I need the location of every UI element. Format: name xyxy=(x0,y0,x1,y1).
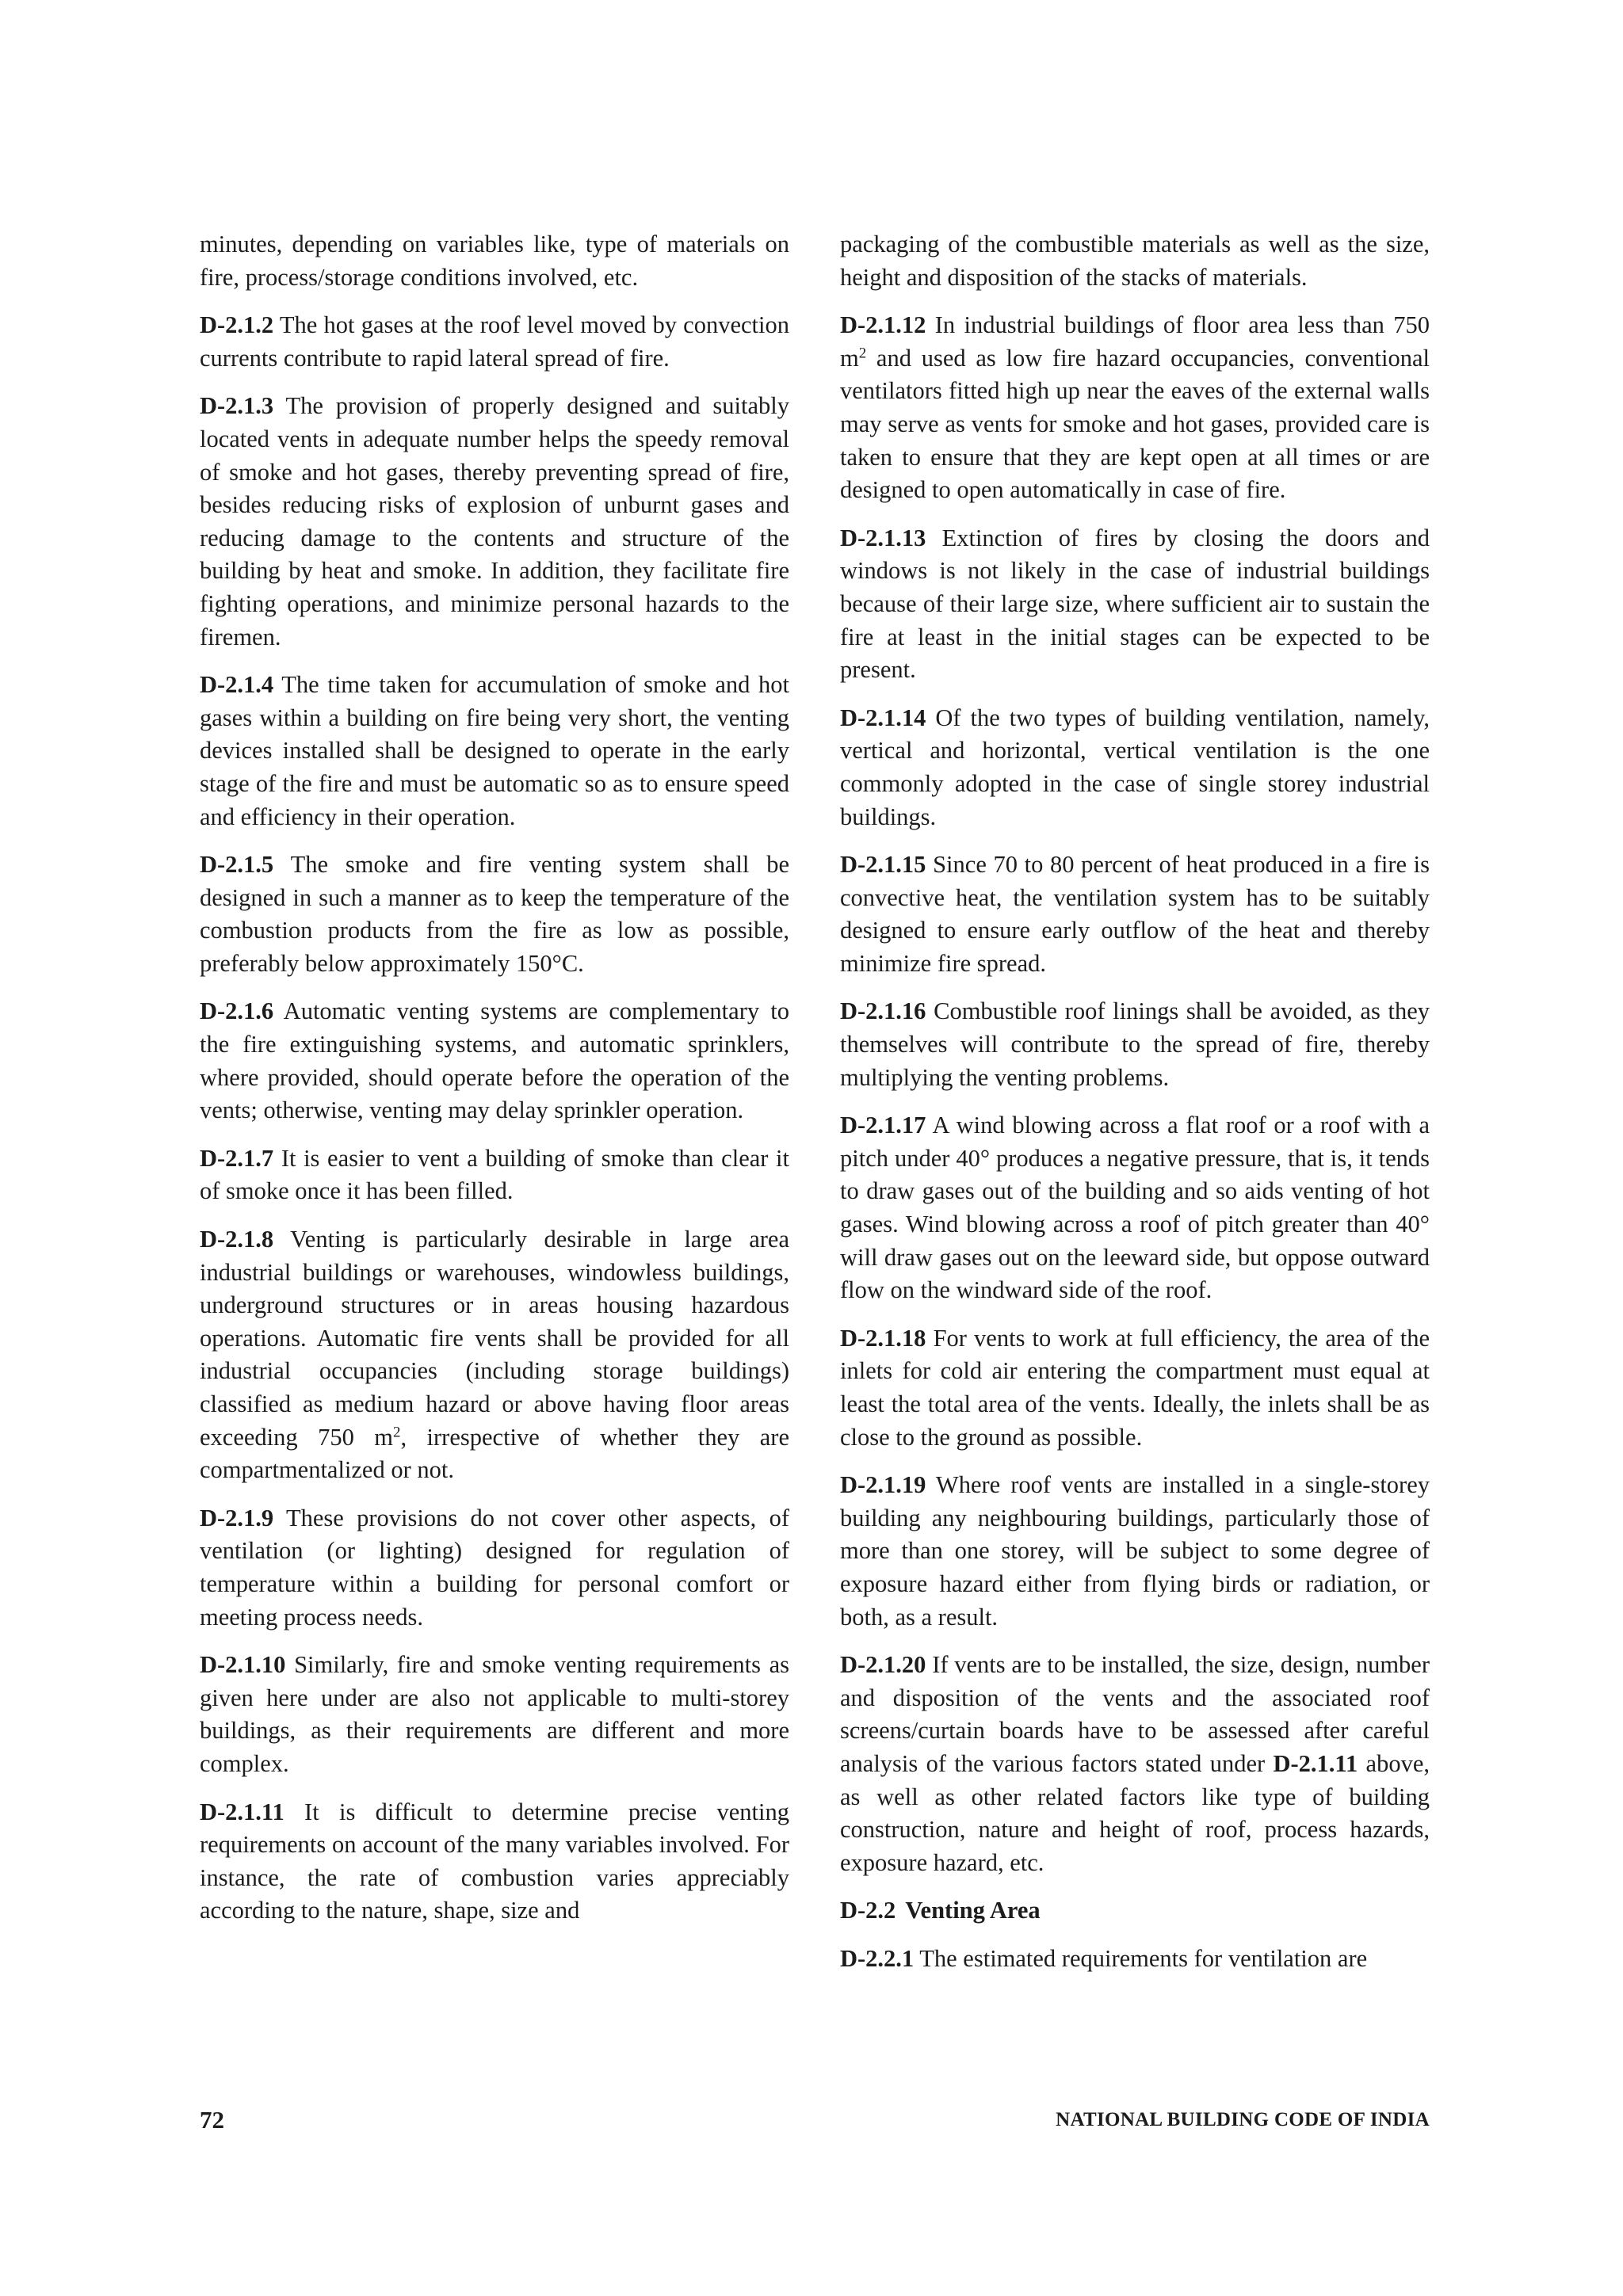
running-footer-title: NATIONAL BUILDING CODE OF INDIA xyxy=(1056,2109,1430,2130)
paragraph-d-2-1-6 xyxy=(200,995,789,1127)
left-column xyxy=(200,228,789,1943)
paragraph-text: minutes, depending on variables like, type of materials on fire, process/storage conditions involved, etc. xyxy=(200,231,789,291)
paragraph-d-2-1-17 xyxy=(840,1109,1430,1307)
clause-number: D-2.1.4 xyxy=(200,671,274,699)
paragraph-text: Where roof vents are installed in a single-storey building any neighbouring buildings, particularly those of more than one storey, will be subject to some degree of exposure hazard either from flying birds or radiation, or both, as a result. xyxy=(840,1471,1430,1630)
paragraph-d-2-1-3 xyxy=(200,390,789,654)
paragraph-text: For vents to work at full efficiency, the area of the inlets for cold air entering the compartment must equal at least the total area of the vents. Ideally, the inlets shall be as close to the ground as possible. xyxy=(840,1324,1430,1451)
paragraph-text: Since 70 to 80 percent of heat produced in a fire is convective heat, the ventilation system has to be suitably designed to ensure early outflow of the heat and thereby minimize fire spread. xyxy=(840,851,1430,977)
paragraph-text: above, as well as other related factors like type of building construction, nature and height of roof, process hazards, exposure hazard, etc. xyxy=(840,1749,1430,1876)
paragraph-d-2-1-13 xyxy=(840,522,1430,687)
clause-number: D-2.1.10 xyxy=(200,1651,286,1679)
paragraph-text: If vents are to be installed, the size, design, number and disposition of the vents and the associated roof screens/curtain boards have to be assessed after careful analysis of the various factors stated under xyxy=(840,1651,1430,1777)
paragraph-text: Combustible roof linings shall be avoided, as they themselves will contribute to the spread of fire, thereby multiplying the venting problems. xyxy=(840,997,1430,1091)
paragraph-text: Extinction of fires by closing the doors and windows is not likely in the case of industrial buildings because of their large size, where sufficient air to sustain the fire at least in the initial stages can be expected to be present. xyxy=(840,524,1430,684)
paragraph-text: Similarly, fire and smoke venting requirements as given here under are also not applicable to multi-storey buildings, as their requirements are different and more complex. xyxy=(200,1651,790,1777)
clause-number: D-2.1.15 xyxy=(840,851,926,879)
paragraph-d-2-1-2 xyxy=(200,309,789,375)
paragraph-d-2-1-11 xyxy=(200,1796,789,1928)
clause-number: D-2.1.16 xyxy=(840,997,926,1025)
paragraph-text: The estimated requirements for ventilation are xyxy=(919,1944,1368,1972)
superscript: 2 xyxy=(858,345,867,362)
clause-number: D-2.1.8 xyxy=(200,1226,274,1253)
clause-number: D-2.1.20 xyxy=(840,1651,926,1679)
paragraph-text: Venting is particularly desirable in large area industrial buildings or warehouses, windowless buildings, underground structures or in areas housing hazardous operations. Automatic fire vents shall be provided for all industrial occupancies (including storage buildings) classified as medium hazard or above having floor areas exceeding 750 m xyxy=(200,1226,790,1451)
paragraph-text: In industrial buildings of floor area less than 750 m xyxy=(840,311,1430,372)
clause-number: D-2.2.1 xyxy=(840,1944,915,1972)
section-number: D-2.2 xyxy=(840,1897,896,1924)
paragraph-text: It is easier to vent a building of smoke than clear it of smoke once it has been filled. xyxy=(200,1144,790,1205)
paragraph-d-2-1-19 xyxy=(840,1469,1430,1634)
superscript: 2 xyxy=(393,1424,401,1441)
paragraph-d-2-1-18 xyxy=(840,1322,1430,1454)
clause-number: D-2.1.14 xyxy=(840,704,926,731)
clause-number: D-2.1.11 xyxy=(200,1798,285,1825)
paragraph-d-2-1-7 xyxy=(200,1142,789,1208)
paragraph-d-2-1-5 xyxy=(200,849,789,980)
right-column xyxy=(840,228,1430,1991)
paragraph-d-2-1-9 xyxy=(200,1502,789,1634)
paragraph-text: The time taken for accumulation of smoke and hot gases within a building on fire being very short, the venting devices installed shall be designed to operate in the early stage of the fire and must be automatic so as to ensure speed and efficiency in their operation. xyxy=(200,671,789,830)
paragraph-text: Of the two types of building ventilation, namely, vertical and horizontal, vertical ventilation is the one commonly adopted in the case of single storey industrial buildings. xyxy=(840,704,1430,830)
paragraph-text: , irrespective of whether they are compartmentalized or not. xyxy=(200,1423,789,1484)
paragraph-text: packaging of the combustible materials as well as the size, height and disposition of the stacks of materials. xyxy=(840,231,1430,291)
paragraph-text: A wind blowing across a flat roof or a roof with a pitch under 40° produces a negative pressure, that is, it tends to draw gases out of the building and so aids venting of hot gases. Wind blowing across a roof of pitch greater than 40° will draw gases out on the leeward side, but oppose outward flow on the windward side of the roof. xyxy=(840,1112,1430,1304)
paragraph-d-2-1-15 xyxy=(840,849,1430,980)
paragraph-d-2-1-4 xyxy=(200,669,789,833)
paragraph-text: and used as low fire hazard occupancies, conventional ventilators fitted high up near the eaves of the external walls may serve as vents for smoke and hot gases, provided care is taken to ensure that they are kept open at all times or are designed to open automatically in case of fire. xyxy=(840,344,1430,504)
clause-number: D-2.1.2 xyxy=(200,311,274,339)
paragraph-text: The hot gases at the roof level moved by convection currents contribute to rapid lateral spread of fire. xyxy=(200,311,789,372)
section-heading-venting-area xyxy=(840,1894,1430,1928)
clause-number: D-2.1.19 xyxy=(840,1471,926,1499)
paragraph-d-2-1-10 xyxy=(200,1649,789,1780)
paragraph-text: The smoke and fire venting system shall be designed in such a manner as to keep the temperature of the combustion products from the fire as low as possible, preferably below approximately 150°C. xyxy=(200,851,789,977)
paragraph-d-2-1-12 xyxy=(840,309,1430,507)
paragraph-d-2-1-14 xyxy=(840,702,1430,833)
clause-number: D-2.1.17 xyxy=(840,1112,926,1139)
clause-number: D-2.1.3 xyxy=(200,392,274,420)
clause-number: D-2.1.13 xyxy=(840,524,926,551)
paragraph-d-2-1-8 xyxy=(200,1223,789,1487)
page-number: 72 xyxy=(200,2106,224,2134)
paragraph-text: Automatic venting systems are complementary to the fire extinguishing systems, and automatic sprinklers, where provided, should operate before the operation of the vents; otherwise, venting may delay sprinkler operation. xyxy=(200,997,789,1124)
paragraph-intro-left xyxy=(200,228,789,294)
clause-number: D-2.1.12 xyxy=(840,311,926,339)
clause-number: D-2.1.5 xyxy=(200,851,274,879)
paragraph-text: It is difficult to determine precise venting requirements on account of the many variables involved. For instance, the rate of combustion varies appreciably according to the nature, shape, size and xyxy=(200,1798,789,1924)
paragraph-text: The provision of properly designed and suitably located vents in adequate number helps the speedy removal of smoke and hot gases, thereby preventing spread of fire, besides reducing risks of explosion of unburnt gases and reducing damage to the contents and structure of the building by heat and smoke. In addition, they facilitate fire fighting operations, and minimize personal hazards to the firemen. xyxy=(200,392,789,650)
paragraph-d-2-1-16 xyxy=(840,995,1430,1094)
paragraph-d-2-2-1 xyxy=(840,1943,1430,1976)
paragraph-text: These provisions do not cover other aspects, of ventilation (or lighting) designed for regulation of temperature within a building for personal comfort or meeting process needs. xyxy=(200,1504,789,1630)
paragraph-d-2-1-20 xyxy=(840,1649,1430,1879)
clause-number: D-2.1.7 xyxy=(200,1144,274,1172)
clause-number: D-2.1.18 xyxy=(840,1324,926,1352)
clause-reference: D-2.1.11 xyxy=(1273,1749,1358,1777)
clause-number: D-2.1.9 xyxy=(200,1504,274,1531)
clause-number: D-2.1.6 xyxy=(200,997,274,1025)
paragraph-intro-right xyxy=(840,228,1430,294)
section-title: Venting Area xyxy=(905,1897,1041,1924)
